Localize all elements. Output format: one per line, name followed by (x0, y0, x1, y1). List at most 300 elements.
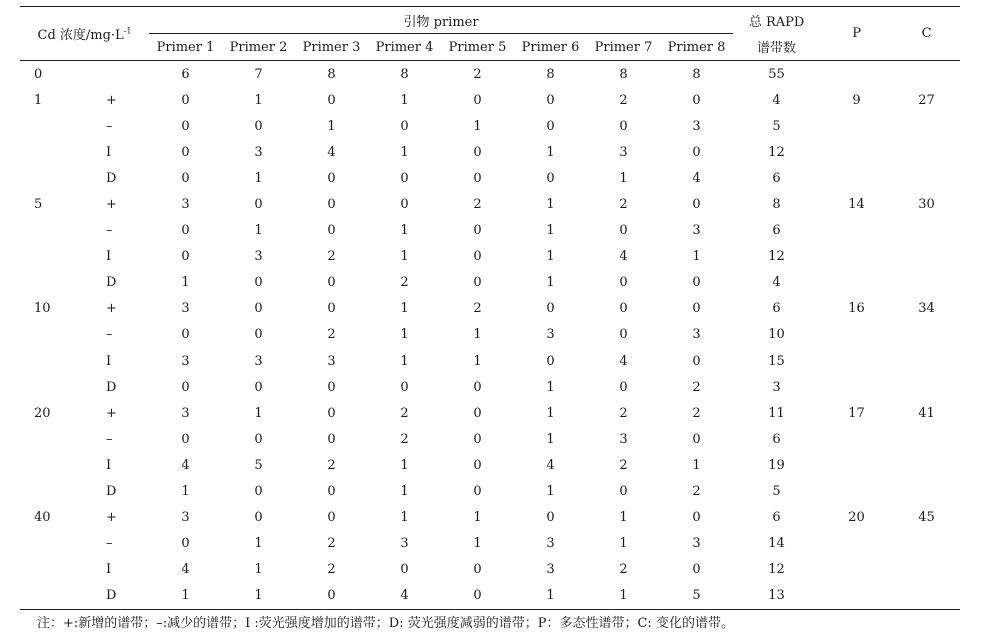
primer-value-cell: 5 (692, 588, 701, 604)
primer-value-cell: 1 (619, 536, 628, 552)
primer-value-cell: 0 (473, 275, 482, 291)
primer-value-cell: 0 (181, 144, 190, 160)
table-row (20, 322, 960, 348)
primer-value-cell: 0 (473, 588, 482, 604)
primer-value-cell: 0 (400, 170, 409, 186)
p-value-cell (820, 479, 893, 505)
cd-concentration-cell (20, 426, 94, 452)
c-value-cell (893, 113, 960, 139)
band-type-cell: D (106, 588, 117, 604)
cd-concentration-cell (20, 322, 94, 348)
rapd-band-table (20, 6, 960, 610)
primer-value-cell: 0 (254, 484, 263, 500)
primer-value-cell: 0 (327, 223, 336, 239)
primer-value-cell: 3 (692, 223, 701, 239)
primer-value-cell: 0 (254, 379, 263, 395)
primer-value-cell: 3 (254, 353, 263, 369)
primer-value-cell: 4 (400, 588, 409, 604)
primer-value-cell: 3 (181, 353, 190, 369)
total-rapd-cell: 13 (768, 588, 785, 604)
primer-value-cell: 0 (181, 223, 190, 239)
p-value-cell (820, 218, 893, 244)
primer-value-cell: 0 (473, 562, 482, 578)
primer-value-cell: 1 (619, 588, 628, 604)
primer-value-cell: 1 (400, 353, 409, 369)
total-rapd-cell: 11 (768, 405, 785, 421)
primer-value-cell: 4 (181, 457, 190, 473)
primer-value-cell: 1 (546, 588, 555, 604)
primer-header: Primer 7 (594, 39, 653, 55)
primer-value-cell: 4 (181, 562, 190, 578)
primer-value-cell: 1 (619, 170, 628, 186)
p-value-cell (820, 165, 893, 191)
primer-value-cell: 1 (181, 588, 190, 604)
primer-value-cell: 3 (546, 536, 555, 552)
cd-concentration-header (20, 7, 149, 61)
primer-value-cell: 0 (327, 431, 336, 447)
cd-concentration-cell (20, 218, 94, 244)
cd-concentration-cell: 0 (34, 66, 43, 82)
table-row (20, 87, 960, 113)
primer-value-cell: 0 (473, 249, 482, 265)
primer-value-cell: 2 (327, 249, 336, 265)
cd-concentration-cell: 10 (34, 301, 51, 317)
p-value-cell (820, 244, 893, 270)
cd-concentration-cell (20, 583, 94, 610)
table-row (20, 583, 960, 610)
primer-value-cell: 0 (692, 275, 701, 291)
total-rapd-cell: 6 (772, 170, 781, 186)
primer-value-cell: 1 (254, 405, 263, 421)
primer-value-cell: 4 (692, 170, 701, 186)
header-row-2 (20, 34, 960, 61)
primer-value-cell: 0 (692, 562, 701, 578)
table-row (20, 139, 960, 165)
primer-value-cell: 2 (692, 379, 701, 395)
primer-value-cell: 0 (400, 197, 409, 213)
primer-value-cell: 0 (327, 197, 336, 213)
table-row (20, 348, 960, 374)
c-value-cell (893, 583, 960, 610)
primer-value-cell: 3 (181, 301, 190, 317)
primer-value-cell: 6 (181, 66, 190, 82)
primer-value-cell: 8 (327, 66, 336, 82)
primer-value-cell: 0 (181, 118, 190, 134)
primer-value-cell: 0 (254, 275, 263, 291)
primer-header: Primer 8 (667, 39, 726, 55)
primer-header: Primer 1 (156, 39, 215, 55)
c-value-cell (893, 426, 960, 452)
band-type-cell: I (106, 457, 112, 473)
primer-value-cell: 3 (619, 144, 628, 160)
total-rapd-cell: 4 (772, 92, 781, 108)
primer-value-cell: 1 (400, 144, 409, 160)
primer-value-cell: 2 (692, 484, 701, 500)
table-row (20, 505, 960, 531)
cd-unit-superscript: -1 (123, 26, 132, 36)
primer-value-cell: 1 (473, 536, 482, 552)
total-rapd-cell: 15 (768, 353, 785, 369)
table-row (20, 557, 960, 583)
c-value-cell (893, 165, 960, 191)
band-type-cell: + (106, 301, 117, 317)
c-value-cell (893, 218, 960, 244)
p-header: P (852, 26, 861, 41)
total-rapd-cell: 4 (772, 275, 781, 291)
primer-value-cell: 3 (181, 405, 190, 421)
total-rapd-header-line2: 谱带数 (757, 41, 797, 57)
primer-value-cell: 1 (254, 562, 263, 578)
primer-value-cell: 1 (400, 249, 409, 265)
table-row (20, 218, 960, 244)
total-rapd-cell: 3 (772, 379, 781, 395)
c-header: C (921, 26, 932, 41)
cd-concentration-cell (20, 479, 94, 505)
table-row (20, 452, 960, 478)
p-value-cell (820, 270, 893, 296)
primer-value-cell: 0 (619, 379, 628, 395)
cd-concentration-cell: 1 (34, 92, 43, 108)
primer-value-cell: 0 (473, 379, 482, 395)
primer-value-cell: 0 (327, 301, 336, 317)
primer-value-cell: 0 (327, 484, 336, 500)
band-type-cell: – (106, 327, 113, 343)
primer-value-cell: 1 (400, 223, 409, 239)
primer-value-cell: 0 (473, 223, 482, 239)
primer-value-cell: 2 (619, 457, 628, 473)
primer-header: Primer 2 (229, 39, 288, 55)
p-value-cell (820, 557, 893, 583)
c-value-cell (893, 452, 960, 478)
primer-value-cell: 0 (692, 431, 701, 447)
p-value-cell (820, 348, 893, 374)
band-type-cell: D (106, 484, 117, 500)
primer-value-cell: 1 (254, 170, 263, 186)
c-value-cell (893, 348, 960, 374)
primer-value-cell: 0 (254, 510, 263, 526)
primer-value-cell: 2 (400, 431, 409, 447)
p-value-cell (820, 374, 893, 400)
primer-value-cell: 0 (327, 275, 336, 291)
band-type-cell: – (106, 118, 113, 134)
primer-value-cell: 2 (692, 405, 701, 421)
cd-concentration-cell: 40 (34, 510, 51, 526)
band-type-cell: I (106, 353, 112, 369)
primer-value-cell: 1 (254, 92, 263, 108)
primer-value-cell: 0 (692, 197, 701, 213)
primer-value-cell: 0 (181, 431, 190, 447)
primer-value-cell: 1 (546, 431, 555, 447)
primer-value-cell: 1 (400, 301, 409, 317)
p-value-cell (820, 531, 893, 557)
table-row (20, 191, 960, 217)
primer-value-cell: 1 (254, 536, 263, 552)
band-type-cell: + (106, 197, 117, 213)
primer-value-cell: 0 (181, 170, 190, 186)
primer-value-cell: 0 (473, 431, 482, 447)
primer-value-cell: 1 (546, 249, 555, 265)
primer-value-cell: 2 (619, 92, 628, 108)
p-value-cell (820, 426, 893, 452)
primer-value-cell: 1 (400, 510, 409, 526)
primer-value-cell: 1 (619, 510, 628, 526)
primer-value-cell: 2 (473, 301, 482, 317)
table-row (20, 531, 960, 557)
c-value-cell (893, 531, 960, 557)
primer-value-cell: 4 (546, 457, 555, 473)
primer-value-cell: 0 (546, 92, 555, 108)
primer-value-cell: 4 (327, 144, 336, 160)
primer-value-cell: 3 (692, 327, 701, 343)
primer-header: Primer 4 (375, 39, 434, 55)
table-row (20, 426, 960, 452)
primer-value-cell: 0 (619, 223, 628, 239)
p-value-cell (820, 322, 893, 348)
primer-value-cell: 0 (254, 118, 263, 134)
cd-concentration-cell (20, 348, 94, 374)
c-value-cell: 27 (918, 92, 935, 108)
table-row (20, 244, 960, 270)
total-rapd-cell: 6 (772, 301, 781, 317)
primer-value-cell: 1 (473, 118, 482, 134)
primer-value-cell: 4 (619, 353, 628, 369)
primer-value-cell: 8 (619, 66, 628, 82)
c-value-cell (893, 270, 960, 296)
band-type-cell: – (106, 536, 113, 552)
primer-value-cell: 0 (546, 118, 555, 134)
band-type-cell: + (106, 405, 117, 421)
primer-value-cell: 0 (546, 510, 555, 526)
primer-value-cell: 2 (400, 275, 409, 291)
primer-value-cell: 0 (619, 301, 628, 317)
c-value-cell (893, 61, 960, 88)
total-rapd-cell: 14 (768, 536, 785, 552)
primer-value-cell: 0 (692, 144, 701, 160)
primer-value-cell: 2 (619, 562, 628, 578)
band-type-cell: I (106, 562, 112, 578)
primer-value-cell: 0 (400, 118, 409, 134)
primer-value-cell: 3 (181, 197, 190, 213)
c-value-cell (893, 322, 960, 348)
primer-header: Primer 3 (302, 39, 361, 55)
primer-value-cell: 5 (254, 457, 263, 473)
primer-header: Primer 6 (521, 39, 580, 55)
total-rapd-cell: 12 (768, 249, 785, 265)
primer-value-cell: 0 (400, 562, 409, 578)
primer-value-cell: 1 (546, 144, 555, 160)
primer-value-cell: 1 (181, 484, 190, 500)
primer-value-cell: 0 (254, 301, 263, 317)
primer-value-cell: 1 (546, 379, 555, 395)
total-rapd-header-line1: 总 RAPD (748, 14, 805, 30)
cd-concentration-cell: 5 (34, 197, 43, 213)
total-rapd-cell: 12 (768, 144, 785, 160)
primer-value-cell: 0 (692, 353, 701, 369)
band-type-cell: D (106, 275, 117, 291)
primer-value-cell: 3 (254, 249, 263, 265)
total-rapd-cell: 12 (768, 562, 785, 578)
primer-value-cell: 0 (473, 457, 482, 473)
primer-value-cell: 0 (327, 170, 336, 186)
primer-value-cell: 0 (254, 327, 263, 343)
primer-value-cell: 0 (473, 170, 482, 186)
p-value-cell (820, 452, 893, 478)
primer-value-cell: 0 (546, 170, 555, 186)
table-row (20, 296, 960, 322)
primer-value-cell: 3 (692, 536, 701, 552)
primer-value-cell: 0 (619, 275, 628, 291)
p-value-cell (820, 583, 893, 610)
cd-concentration-cell (20, 113, 94, 139)
primer-value-cell: 1 (692, 249, 701, 265)
primer-value-cell: 8 (400, 66, 409, 82)
primer-value-cell: 1 (400, 484, 409, 500)
primer-value-cell: 1 (400, 327, 409, 343)
primer-value-cell: 1 (692, 457, 701, 473)
c-value-cell (893, 557, 960, 583)
cd-concentration-cell (20, 139, 94, 165)
band-type-cell: – (106, 431, 113, 447)
total-rapd-cell: 6 (772, 223, 781, 239)
primer-value-cell: 1 (473, 353, 482, 369)
total-rapd-cell: 19 (768, 457, 785, 473)
primer-value-cell: 0 (692, 92, 701, 108)
primer-value-cell: 2 (327, 536, 336, 552)
cd-concentration-label: Cd 浓度/mg·L (37, 28, 124, 43)
primer-value-cell: 0 (181, 92, 190, 108)
primer-value-cell: 0 (619, 327, 628, 343)
primer-value-cell: 0 (327, 510, 336, 526)
primer-value-cell: 3 (181, 510, 190, 526)
cd-concentration-cell (20, 244, 94, 270)
primer-value-cell: 2 (473, 66, 482, 82)
primer-value-cell: 0 (327, 92, 336, 108)
c-value-cell (893, 139, 960, 165)
p-value-cell: 9 (852, 92, 861, 108)
primer-value-cell: 3 (400, 536, 409, 552)
band-type-cell: + (106, 510, 117, 526)
primer-value-cell: 0 (327, 379, 336, 395)
primer-value-cell: 1 (546, 484, 555, 500)
primer-value-cell: 0 (254, 197, 263, 213)
primer-value-cell: 2 (327, 457, 336, 473)
primer-group-header: 引物 primer (149, 7, 733, 34)
primer-value-cell: 0 (181, 536, 190, 552)
primer-value-cell: 0 (181, 379, 190, 395)
p-value-cell: 16 (848, 301, 865, 317)
primer-value-cell: 3 (546, 562, 555, 578)
p-value-cell (820, 61, 893, 88)
c-value-cell (893, 479, 960, 505)
cd-concentration-cell (20, 165, 94, 191)
p-value-cell: 14 (848, 197, 865, 213)
table-footnote: 注：+:新增的谱带；–:减少的谱带；I :荧光强度增加的谱带；D: 荧光强度减弱的谱带；P：多态性谱带；C: 变化的谱带。 (37, 616, 734, 631)
primer-value-cell: 0 (254, 431, 263, 447)
c-value-cell: 30 (918, 197, 935, 213)
primer-value-cell: 2 (619, 405, 628, 421)
table-row (20, 113, 960, 139)
band-type-cell (94, 61, 149, 88)
primer-value-cell: 4 (619, 249, 628, 265)
primer-value-cell: 2 (473, 197, 482, 213)
primer-value-cell: 0 (327, 588, 336, 604)
primer-value-cell: 0 (692, 301, 701, 317)
primer-value-cell: 1 (473, 327, 482, 343)
primer-value-cell: 1 (546, 223, 555, 239)
primer-value-cell: 2 (400, 405, 409, 421)
primer-value-cell: 3 (327, 353, 336, 369)
primer-value-cell: 0 (181, 249, 190, 265)
primer-value-cell: 1 (327, 118, 336, 134)
primer-value-cell: 1 (400, 457, 409, 473)
cd-concentration-cell (20, 270, 94, 296)
table-row (20, 165, 960, 191)
p-value-cell: 17 (848, 405, 865, 421)
p-value-cell: 20 (848, 510, 865, 526)
primer-value-cell: 3 (692, 118, 701, 134)
primer-value-cell: 0 (619, 118, 628, 134)
cd-concentration-cell: 20 (34, 405, 51, 421)
band-type-cell: + (106, 92, 117, 108)
primer-value-cell: 1 (181, 275, 190, 291)
primer-value-cell: 0 (619, 484, 628, 500)
band-type-cell: – (106, 223, 113, 239)
primer-value-cell: 1 (473, 510, 482, 526)
c-value-cell (893, 374, 960, 400)
primer-value-cell: 0 (692, 510, 701, 526)
cd-concentration-cell (20, 531, 94, 557)
primer-value-cell: 2 (327, 562, 336, 578)
primer-value-cell: 0 (546, 353, 555, 369)
c-value-cell: 45 (918, 510, 935, 526)
total-rapd-cell: 6 (772, 510, 781, 526)
table-row (20, 374, 960, 400)
total-rapd-cell: 5 (772, 118, 781, 134)
c-value-cell: 34 (918, 301, 935, 317)
primer-value-cell: 0 (181, 327, 190, 343)
band-type-cell: D (106, 170, 117, 186)
primer-value-cell: 0 (327, 405, 336, 421)
table-row (20, 270, 960, 296)
table-row (20, 479, 960, 505)
primer-value-cell: 8 (546, 66, 555, 82)
primer-value-cell: 1 (546, 275, 555, 291)
p-value-cell (820, 139, 893, 165)
primer-value-cell: 1 (254, 223, 263, 239)
primer-value-cell: 0 (473, 92, 482, 108)
total-rapd-cell: 8 (772, 197, 781, 213)
total-rapd-cell: 5 (772, 484, 781, 500)
band-type-cell: I (106, 144, 112, 160)
band-type-cell: D (106, 379, 117, 395)
primer-value-cell: 8 (692, 66, 701, 82)
primer-value-cell: 1 (400, 92, 409, 108)
primer-value-cell: 0 (473, 144, 482, 160)
band-type-cell: I (106, 249, 112, 265)
primer-value-cell: 1 (546, 197, 555, 213)
primer-header: Primer 5 (448, 39, 507, 55)
primer-value-cell: 0 (400, 379, 409, 395)
primer-value-cell: 3 (619, 431, 628, 447)
total-rapd-cell: 10 (768, 327, 785, 343)
total-rapd-cell: 6 (772, 431, 781, 447)
primer-value-cell: 3 (546, 327, 555, 343)
primer-value-cell: 1 (546, 405, 555, 421)
primer-value-cell: 1 (254, 588, 263, 604)
p-value-cell (820, 113, 893, 139)
primer-value-cell: 0 (546, 301, 555, 317)
total-rapd-cell: 55 (768, 66, 785, 82)
